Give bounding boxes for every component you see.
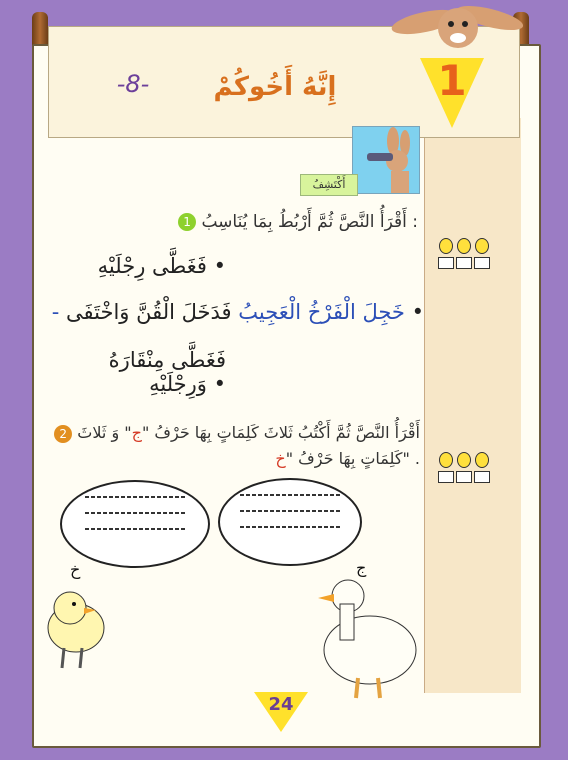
question-2-number: 2 [54, 425, 72, 443]
rating-1 [438, 238, 490, 274]
question-1-number: 1 [178, 213, 196, 231]
question-2: 2 أَقْرَأُ النَّصَّ ثُمَّ أَكْتُبُ ثَلاثَ كَلِمَاتٍ بِهَا حَرْفُ "ج" وَ ثَلاثَ كَلِمَاتٍ بِهَا حَرْفُ "خ " . [40, 420, 420, 472]
question-1-text: أَقْرَأُ النَّصَّ ثُمَّ أَرْبُطُ بِمَا يُنَاسِبُ : [201, 212, 418, 232]
lesson-title: إِنَّهُ أَخُوكُمْ [213, 72, 337, 102]
duck-letter: ج [356, 558, 367, 577]
writing-line[interactable] [240, 526, 340, 528]
chick-illustration [44, 584, 114, 670]
speech-bubble-left[interactable] [60, 480, 210, 568]
writing-line[interactable] [240, 494, 340, 496]
neutral-face-icon[interactable] [457, 452, 471, 468]
neutral-face-icon[interactable] [457, 238, 471, 254]
rating-box[interactable] [474, 471, 490, 483]
rating-box[interactable] [438, 257, 454, 269]
writing-line[interactable] [85, 496, 185, 498]
side-column [424, 118, 521, 693]
writing-line[interactable] [85, 528, 185, 530]
unit-number: 1 [437, 56, 467, 105]
sad-face-icon[interactable] [475, 238, 489, 254]
question-1 [70, 212, 418, 232]
smile-face-icon[interactable] [439, 452, 453, 468]
match-item-3: فَغَطَّى مِنْقَارَهُ وَرِجْلَيْهِ • [108, 348, 226, 396]
speech-bubble-right[interactable] [218, 478, 362, 566]
writing-line[interactable] [240, 510, 340, 512]
rating-box[interactable] [456, 257, 472, 269]
rating-2 [438, 452, 490, 488]
rating-box[interactable] [474, 257, 490, 269]
activity-label: أَكْتَشِفُ [300, 174, 358, 196]
page-number: 24 [268, 694, 294, 715]
rating-box[interactable] [438, 471, 454, 483]
writing-line[interactable] [85, 512, 185, 514]
duck-illustration [300, 574, 420, 704]
match-item-2: - خَجِلَ الْفَرْخُ الْعَجِيبُ فَدَخَلَ الْقُنَّ وَاخْتَفَى • [51, 300, 424, 324]
chick-letter: خ [70, 560, 81, 579]
rating-box[interactable] [456, 471, 472, 483]
telescope-rabbit-icon [352, 126, 420, 194]
lesson-number: -8- [116, 70, 150, 98]
rabbit-illustration [380, 0, 530, 58]
match-item-1: فَغَطَّى رِجْلَيْهِ • [97, 254, 226, 278]
sad-face-icon[interactable] [475, 452, 489, 468]
smile-face-icon[interactable] [439, 238, 453, 254]
